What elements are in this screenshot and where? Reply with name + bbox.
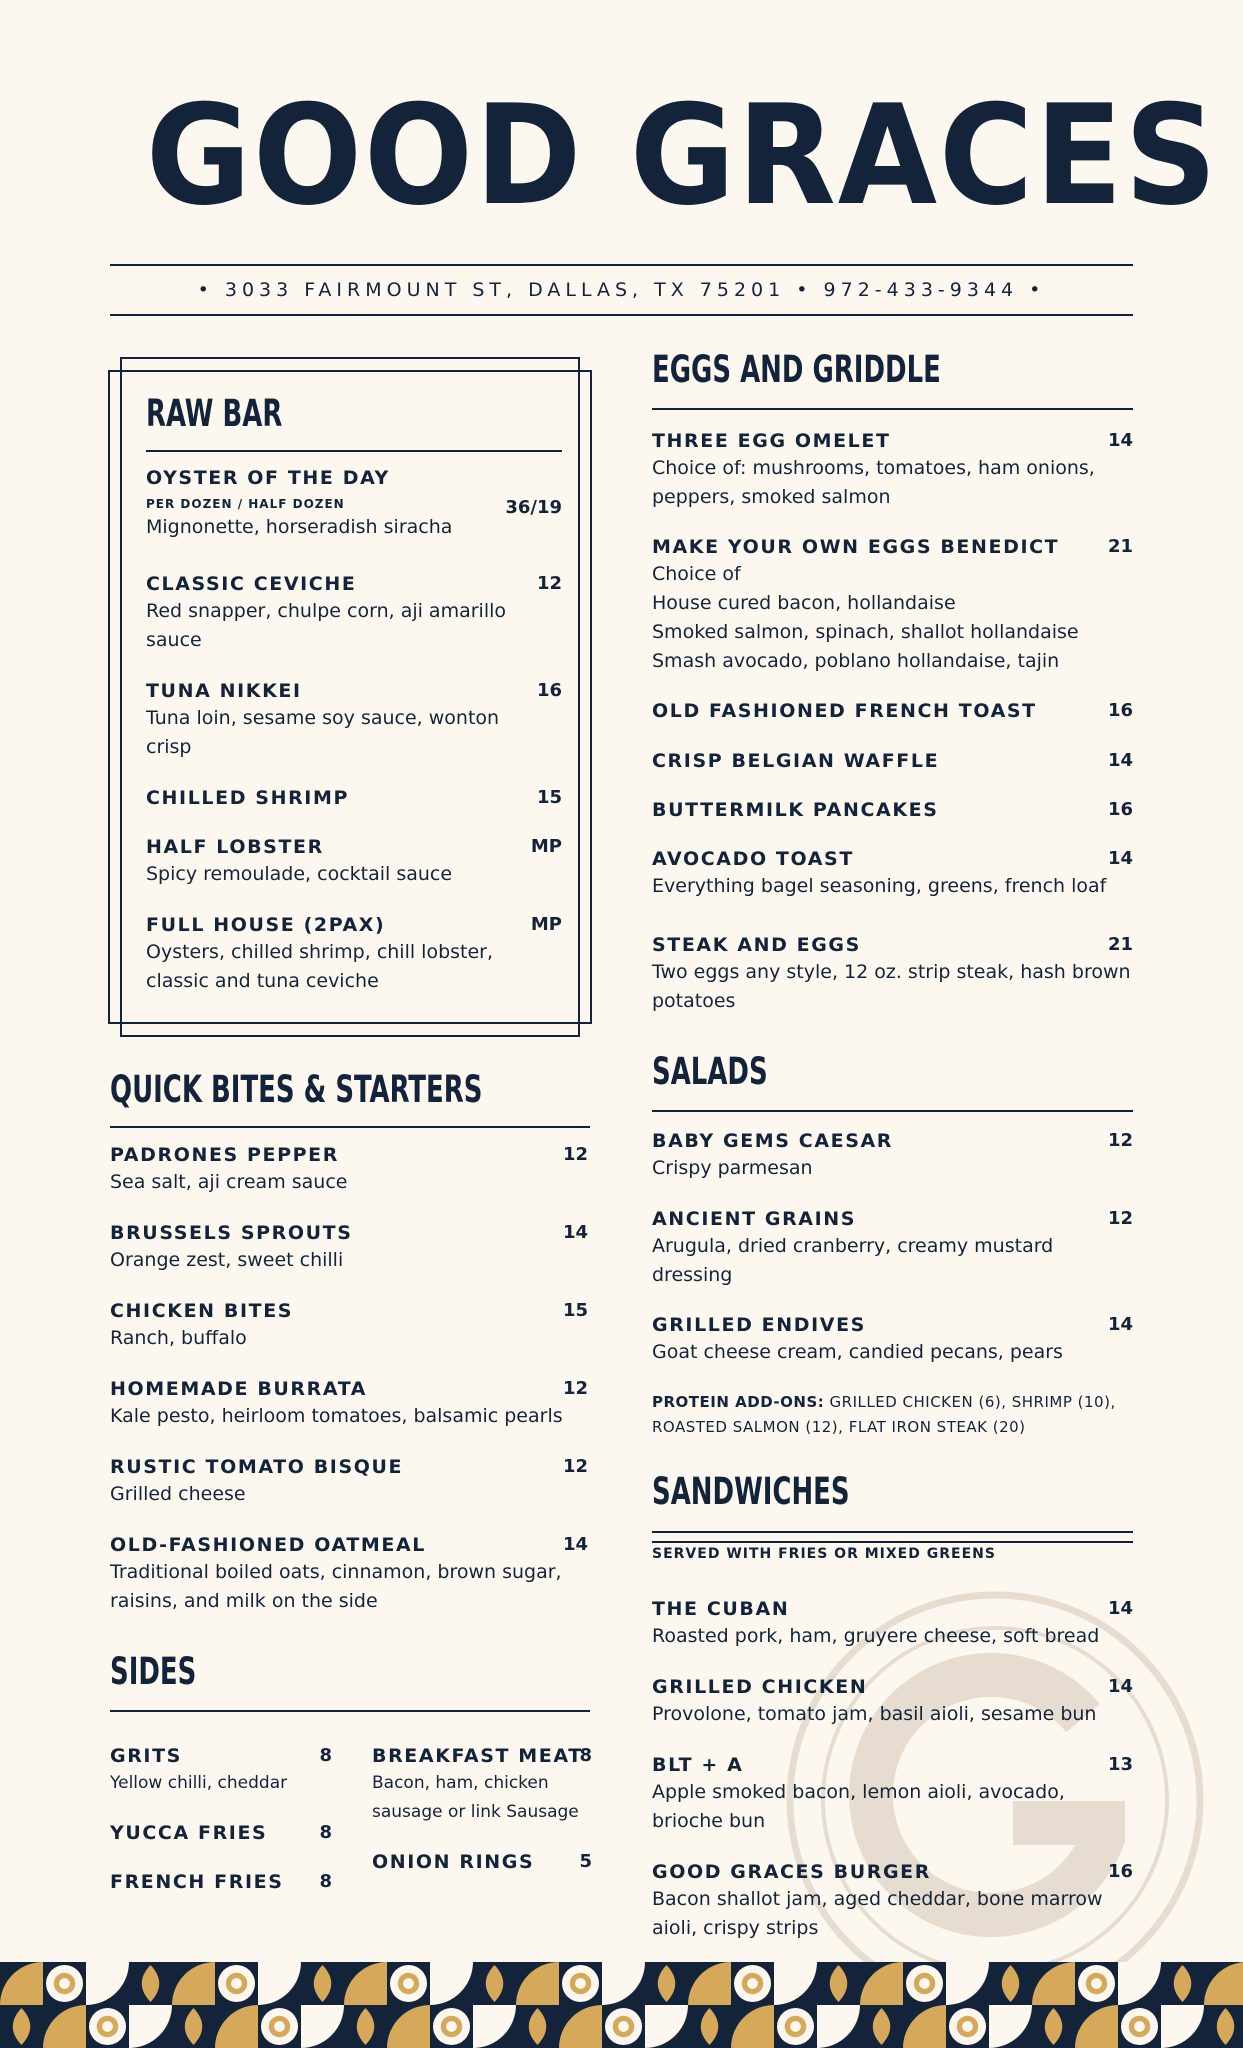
item-desc: Crispy parmesan — [652, 1157, 813, 1179]
menu-item — [652, 934, 1133, 1016]
menu-item — [652, 1598, 1133, 1651]
item-price: 8 — [319, 1745, 332, 1766]
menu-item — [652, 799, 1133, 821]
item-price: 14 — [1107, 1598, 1133, 1619]
item-desc: Bacon shallot jam, aged cheddar, bone marrow aioli, crispy strips — [652, 1888, 1103, 1939]
item-desc: Kale pesto, heirloom tomatoes, balsamic pearls — [110, 1405, 563, 1427]
item-price: 15 — [536, 787, 562, 808]
item-desc: Two eggs any style, 12 oz. strip steak, hash brown potatoes — [652, 961, 1131, 1012]
menu-item — [652, 1208, 1133, 1290]
item-name: HALF LOBSTER — [146, 836, 324, 858]
sandwiches-rule-2 — [652, 1541, 1133, 1543]
menu-item — [372, 1851, 592, 1873]
item-desc: Oysters, chilled shrimp, chill lobster, classic and tuna ceviche — [146, 941, 494, 992]
item-price: MP — [530, 836, 562, 857]
sandwiches-rule-1 — [652, 1531, 1133, 1533]
item-name: FRENCH FRIES — [110, 1871, 284, 1893]
menu-item — [652, 750, 1133, 772]
menu-item — [110, 1144, 590, 1197]
item-name: BUTTERMILK PANCAKES — [652, 799, 939, 821]
item-price: 16 — [536, 680, 562, 701]
item-price: 14 — [562, 1222, 588, 1243]
menu-item — [146, 914, 562, 996]
menu-item — [110, 1871, 332, 1893]
addons-line2: ROASTED SALMON (12), FLAT IRON STEAK (20) — [652, 1418, 1026, 1436]
item-desc: Provolone, tomato jam, basil aioli, sesame bun — [652, 1703, 1097, 1725]
menu-item — [652, 1130, 1133, 1183]
item-name: PADRONES PEPPER — [110, 1144, 339, 1166]
item-price: 14 — [1107, 848, 1133, 869]
item-name: BRUSSELS SPROUTS — [110, 1222, 353, 1244]
item-name: MAKE YOUR OWN EGGS BENEDICT — [652, 536, 1060, 558]
addons-line1: GRILLED CHICKEN (6), SHRIMP (10), — [824, 1393, 1116, 1411]
menu-item — [146, 467, 562, 542]
item-name: FULL HOUSE (2PAX) — [146, 914, 386, 936]
item-name: OLD FASHIONED FRENCH TOAST — [652, 700, 1037, 722]
item-name: GOOD GRACES BURGER — [652, 1861, 931, 1883]
menu-item — [146, 680, 562, 762]
item-name: YUCCA FRIES — [110, 1822, 268, 1844]
geometric-pattern-border — [0, 1962, 1243, 2048]
item-name: BLT + A — [652, 1754, 744, 1776]
item-name: AVOCADO TOAST — [652, 848, 854, 870]
item-price: 5 — [579, 1851, 592, 1872]
address-bar: • 3033 FAIRMOUNT ST, DALLAS, TX 75201 • 972-433-9344 • — [110, 264, 1133, 316]
menu-item — [110, 1300, 590, 1353]
item-name: CRISP BELGIAN WAFFLE — [652, 750, 940, 772]
menu-item — [652, 1754, 1133, 1836]
item-desc: Yellow chilli, cheddar — [110, 1773, 288, 1793]
item-price: 21 — [1107, 934, 1133, 955]
sides-rule — [110, 1710, 590, 1712]
sides-title: SIDES — [110, 1650, 197, 1693]
menu-item — [110, 1745, 332, 1798]
menu-item — [652, 1861, 1133, 1943]
item-name: GRILLED ENDIVES — [652, 1314, 866, 1336]
menu-item — [110, 1534, 590, 1616]
item-name: OLD-FASHIONED OATMEAL — [110, 1534, 426, 1556]
item-price: MP — [530, 914, 562, 935]
salads-title: SALADS — [652, 1050, 768, 1093]
menu-item — [652, 430, 1133, 512]
menu-item — [110, 1222, 590, 1275]
eggs-title: EGGS AND GRIDDLE — [652, 348, 941, 391]
item-desc: Spicy remoulade, cocktail sauce — [146, 863, 453, 885]
item-desc: Choice of: mushrooms, tomatoes, ham onions, peppers, smoked salmon — [652, 457, 1095, 508]
item-price: 12 — [562, 1144, 588, 1165]
item-price: 14 — [1107, 1314, 1133, 1335]
menu-item — [110, 1378, 590, 1431]
item-name: HOMEMADE BURRATA — [110, 1378, 368, 1400]
item-price: 12 — [562, 1456, 588, 1477]
raw-bar-title: RAW BAR — [146, 392, 283, 435]
menu-item — [652, 1314, 1133, 1367]
item-desc: Everything bagel seasoning, greens, french loaf — [652, 875, 1107, 897]
protein-addons — [652, 1390, 1133, 1440]
menu-item — [652, 700, 1133, 722]
item-price: 16 — [1107, 1861, 1133, 1882]
sandwiches-subtitle: SERVED WITH FRIES OR MIXED GREENS — [652, 1546, 996, 1562]
item-name: GRITS — [110, 1745, 182, 1767]
item-note: PER DOZEN / HALF DOZEN — [146, 497, 345, 511]
item-price: 15 — [562, 1300, 588, 1321]
item-desc: Red snapper, chulpe corn, aji amarillo sauce — [146, 600, 506, 651]
item-desc: Traditional boiled oats, cinnamon, brown sugar, raisins, and milk on the side — [110, 1561, 562, 1612]
restaurant-title: GOOD GRACES — [145, 75, 1219, 236]
item-price: 8 — [319, 1822, 332, 1843]
item-price: 16 — [1107, 799, 1133, 820]
quick-bites-title: QUICK BITES & STARTERS — [110, 1068, 483, 1111]
item-name: THREE EGG OMELET — [652, 430, 891, 452]
item-desc: Apple smoked bacon, lemon aioli, avocado, brioche bun — [652, 1781, 1065, 1832]
item-price: 14 — [562, 1534, 588, 1555]
item-desc: Arugula, dried cranberry, creamy mustard dressing — [652, 1235, 1054, 1286]
item-desc: Bacon, ham, chicken sausage or link Sausage — [372, 1773, 579, 1822]
item-desc: Goat cheese cream, candied pecans, pears — [652, 1341, 1063, 1363]
item-price: 16 — [1107, 700, 1133, 721]
item-name: GRILLED CHICKEN — [652, 1676, 868, 1698]
item-desc: Roasted pork, ham, gruyere cheese, soft bread — [652, 1625, 1100, 1647]
item-name: CHICKEN BITES — [110, 1300, 294, 1322]
item-price: 8 — [319, 1871, 332, 1892]
menu-item — [110, 1822, 332, 1844]
item-desc: Grilled cheese — [110, 1483, 246, 1505]
item-price: 12 — [536, 573, 562, 594]
menu-item — [146, 573, 562, 655]
item-price: 14 — [1107, 1676, 1133, 1697]
item-price: 36/19 — [505, 497, 562, 518]
menu-item — [110, 1456, 590, 1509]
raw-bar-rule — [146, 450, 562, 452]
item-price: 13 — [1107, 1754, 1133, 1775]
salads-rule — [652, 1110, 1133, 1112]
addons-label: PROTEIN ADD-ONS: — [652, 1393, 825, 1411]
item-name: CHILLED SHRIMP — [146, 787, 350, 809]
sandwiches-title: SANDWICHES — [652, 1470, 850, 1513]
menu-item — [652, 848, 1133, 901]
item-name: ONION RINGS — [372, 1851, 535, 1873]
item-name: OYSTER OF THE DAY — [146, 467, 390, 489]
item-name: CLASSIC CEVICHE — [146, 573, 357, 595]
item-desc: Orange zest, sweet chilli — [110, 1249, 344, 1271]
quick-bites-rule — [110, 1126, 590, 1128]
item-name: STEAK AND EGGS — [652, 934, 861, 956]
item-price: 21 — [1107, 536, 1133, 557]
item-name: TUNA NIKKEI — [146, 680, 302, 702]
item-desc: Mignonette, horseradish siracha — [146, 516, 453, 538]
eggs-rule — [652, 408, 1133, 410]
menu-item — [652, 536, 1133, 676]
item-price: 12 — [1107, 1130, 1133, 1151]
item-price: 12 — [1107, 1208, 1133, 1229]
item-price: 14 — [1107, 750, 1133, 771]
menu-item — [146, 787, 562, 809]
item-name: THE CUBAN — [652, 1598, 790, 1620]
item-price: 8 — [579, 1745, 592, 1766]
menu-item — [372, 1745, 592, 1827]
item-price: 12 — [562, 1378, 588, 1399]
item-desc: Ranch, buffalo — [110, 1327, 247, 1349]
item-name: BREAKFAST MEAT — [372, 1745, 583, 1767]
menu-item — [652, 1676, 1133, 1729]
item-name: RUSTIC TOMATO BISQUE — [110, 1456, 404, 1478]
item-desc: Tuna loin, sesame soy sauce, wonton crisp — [146, 707, 500, 758]
item-name: ANCIENT GRAINS — [652, 1208, 857, 1230]
item-desc: Sea salt, aji cream sauce — [110, 1171, 348, 1193]
item-desc: Choice of House cured bacon, hollandaise Smoked salmon, spinach, shallot hollandaise Smash avocado, poblano hollandaise, tajin — [652, 563, 1079, 672]
item-price: 14 — [1107, 430, 1133, 451]
menu-item — [146, 836, 562, 889]
item-name: BABY GEMS CAESAR — [652, 1130, 894, 1152]
